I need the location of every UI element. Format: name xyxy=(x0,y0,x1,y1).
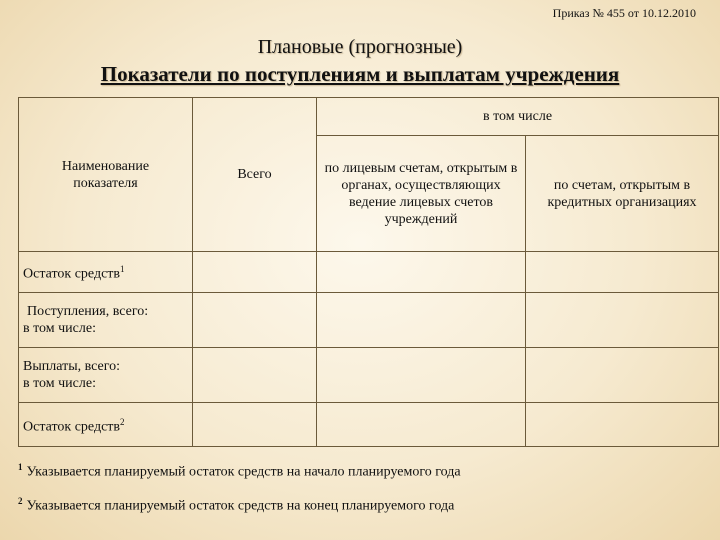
row-label-closing-balance: Остаток средств$^2$ xyxy=(19,403,193,447)
cell-empty xyxy=(193,403,317,447)
cell-empty xyxy=(193,293,317,348)
order-reference: Приказ № 455 от 10.12.2010 xyxy=(552,6,696,20)
cell-empty xyxy=(193,348,317,403)
table-row xyxy=(19,293,719,348)
header-indicator-name: Наименование показателя xyxy=(19,98,193,252)
row-label-payments: Выплаты, всего: в том числе: xyxy=(19,348,193,403)
row-label-receipts: Поступления, всего: в том числе: xyxy=(19,293,193,348)
cell-empty xyxy=(526,252,719,293)
page-title-line2: Показатели по поступлениям и выплатам учреждения xyxy=(100,62,620,86)
cell-empty xyxy=(317,293,526,348)
footnote-2: $^2$ Указывается планируемый остаток средств на конец планируемого года xyxy=(18,496,455,514)
table-row xyxy=(19,403,719,447)
header-personal-accounts: по лицевым счетам, открытым в органах, осуществляющих ведение лицевых счетов учреждений xyxy=(317,136,526,252)
table-row xyxy=(19,252,719,293)
footnote-1: $^1$ Указывается планируемый остаток средств на начало планируемого года xyxy=(18,462,461,480)
row-label-opening-balance: Остаток средств$^1$ xyxy=(19,252,193,293)
cell-empty xyxy=(317,348,526,403)
page-title-line1: Плановые (прогнозные) xyxy=(257,36,463,58)
header-credit-accounts: по счетам, открытым в кредитных организациях xyxy=(526,136,719,252)
header-including: в том числе xyxy=(317,98,719,136)
table-row xyxy=(19,348,719,403)
cell-empty xyxy=(193,252,317,293)
indicators-table xyxy=(18,97,719,447)
cell-empty xyxy=(317,252,526,293)
cell-empty xyxy=(317,403,526,447)
header-total: Всего xyxy=(193,98,317,252)
cell-empty xyxy=(526,348,719,403)
cell-empty xyxy=(526,403,719,447)
cell-empty xyxy=(526,293,719,348)
